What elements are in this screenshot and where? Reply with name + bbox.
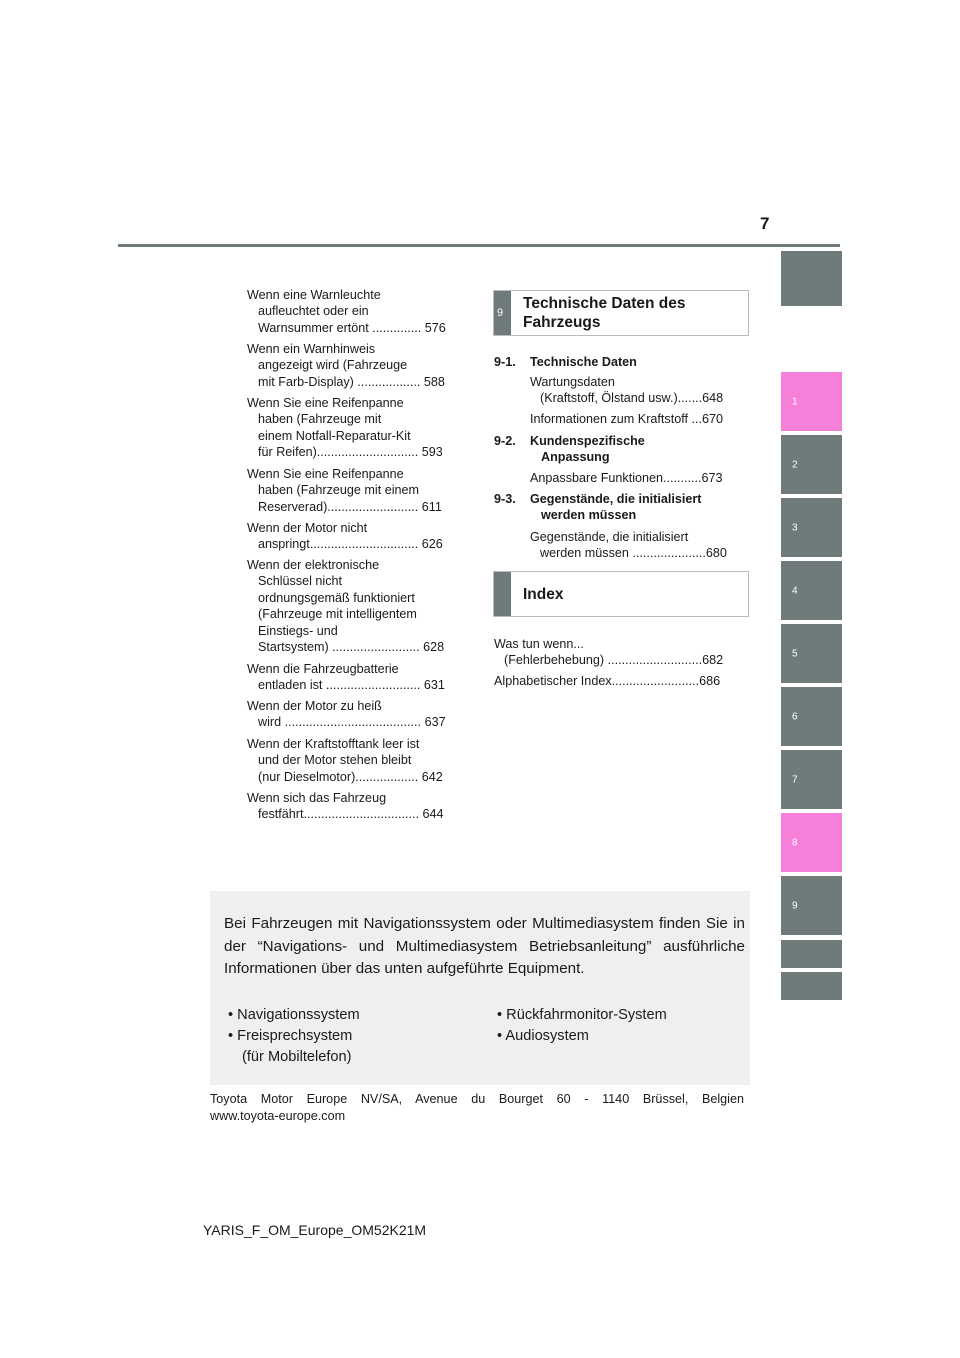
tab-chapter-5[interactable]: 5 (781, 624, 842, 683)
tab-chapter-9[interactable]: 9 (781, 876, 842, 935)
toc-entry-680[interactable]: Gegenstände, die initialisiert werden müssen .....................680 (530, 530, 727, 561)
header-rule (118, 244, 840, 247)
page-ref: 628 (423, 640, 445, 655)
toc-entry-637[interactable]: Wenn der Motor zu heiß wird ....................................... 637 (247, 699, 446, 730)
document-code: YARIS_F_OM_Europe_OM52K21M (203, 1222, 427, 1238)
index-header[interactable] (493, 571, 749, 617)
page-ref: 626 (421, 537, 443, 552)
page-ref: 576 (424, 320, 446, 335)
toc-entry-593[interactable]: Wenn Sie eine Reifenpanne haben (Fahrzeuge mit einem Notfall-Reparatur-Kit für Reifen)............................. 593 (247, 396, 443, 460)
chapter-tabs (781, 0, 842, 1358)
page-ref: 644 (422, 807, 444, 822)
toc-entry-576[interactable]: Wenn eine Warnleuchte aufleuchtet oder ein Warnsummer ertönt .............. 576 (247, 288, 446, 335)
tab-chapter-7[interactable]: 7 (781, 750, 842, 809)
toc-entry-628[interactable]: Wenn der elektronische Schlüssel nicht ordnungsgemäß funktioniert (Fahrzeuge mit intelligentem Einstiegs- und Startsystem) ......................... 628 (247, 558, 445, 655)
page-ref: 686 (699, 674, 721, 688)
tab-blank-index-1[interactable] (781, 940, 842, 968)
subsection-9-3[interactable]: 9-3. Gegenstände, die initialisiert werden müssen (494, 492, 702, 523)
page-ref: 593 (421, 445, 443, 460)
page-ref: 588 (423, 374, 445, 389)
tab-chapter-6[interactable]: 6 (781, 687, 842, 746)
page-ref: 611 (421, 499, 442, 514)
page-ref: 642 (421, 769, 443, 784)
page-ref: 670 (701, 412, 723, 426)
info-text: Bei Fahrzeugen mit Navigationssystem oder Multimediasystem finden Sie in der “Navigations- und Multimediasystem Betriebsanleitung” ausführliche Informationen über das unten aufgeführte Equipment. (224, 915, 745, 977)
page-number: 7 (760, 214, 770, 233)
toc-entry-648[interactable]: Wartungsdaten (Kraftstoff, Ölstand usw.).......648 (530, 375, 724, 406)
subsection-9-2[interactable]: 9-2. Kundenspezifische Anpassung (494, 434, 645, 465)
tab-chapter-8[interactable]: 8 (781, 813, 842, 872)
page-ref: 637 (424, 715, 446, 730)
index-title: Index (523, 586, 564, 603)
index-bar (494, 572, 511, 616)
toc-entry-642[interactable]: Wenn der Kraftstofftank leer ist und der Motor stehen bleibt (nur Dieselmotor).................. 642 (247, 737, 443, 784)
toc-entry-686[interactable]: Alphabetischer Index.........................686 (494, 674, 721, 688)
info-box (210, 891, 750, 1085)
website-link[interactable]: www.toyota-europe.com (210, 1109, 346, 1123)
toc-entry-611[interactable]: Wenn Sie eine Reifenpanne haben (Fahrzeuge mit einem Reserverad).......................... 611 (247, 467, 442, 514)
toc-entry-644[interactable]: Wenn sich das Fahrzeug festfährt................................. 644 (247, 791, 444, 822)
toc-entry-588[interactable]: Wenn ein Warnhinweis angezeigt wird (Fahrzeuge mit Farb-Display) .................. 588 (247, 342, 445, 389)
bullet-list-left: • Navigationssystem • Freisprechsystem (für Mobiltelefon) (228, 1007, 360, 1065)
publisher-address: Toyota Motor Europe NV/SA, Avenue du Bourget 60 - 1140 Brüssel, Belgien www.toyota-europe.com (210, 1092, 744, 1123)
section-title: Technische Daten des Fahrzeugs (523, 295, 686, 331)
bullet-list-right: • Rückfahrmonitor-System • Audiosystem (497, 1007, 667, 1044)
tab-blank-top (781, 251, 842, 306)
page-ref: 673 (701, 471, 723, 485)
tab-blank-index-2[interactable] (781, 972, 842, 1000)
toc-entry-682[interactable]: Was tun wenn... (Fehlerbehebung) ...........................682 (494, 637, 724, 668)
page-ref: 682 (702, 653, 724, 668)
tab-chapter-3[interactable]: 3 (781, 498, 842, 557)
tab-chapter-2[interactable]: 2 (781, 435, 842, 494)
section-number-bar: 9 (494, 291, 511, 335)
toc-entry-631[interactable]: Wenn die Fahrzeugbatterie entladen ist ........................... 631 (247, 662, 445, 693)
subsection-9-1[interactable]: 9-1. Technische Daten (494, 355, 637, 369)
toc-entry-670[interactable]: Informationen zum Kraftstoff ...670 (530, 412, 723, 426)
tab-chapter-4[interactable]: 4 (781, 561, 842, 620)
page-ref: 680 (705, 546, 727, 561)
page-ref: 631 (423, 678, 445, 693)
toc-entry-673[interactable]: Anpassbare Funktionen...........673 (530, 471, 723, 485)
section-9-header[interactable] (493, 290, 749, 336)
page-ref: 648 (702, 391, 724, 406)
tab-chapter-1[interactable]: 1 (781, 372, 842, 431)
toc-entry-626[interactable]: Wenn der Motor nicht anspringt............................... 626 (247, 521, 443, 552)
